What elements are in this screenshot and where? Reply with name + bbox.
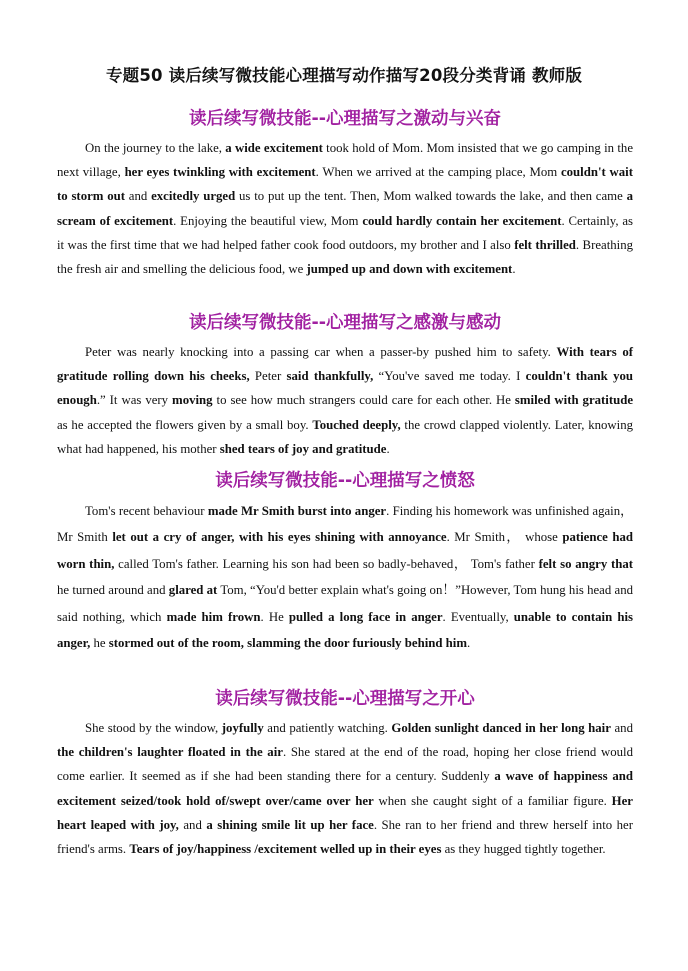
key-phrase: felt so angry that xyxy=(538,556,634,571)
text-run: .” It was very xyxy=(96,393,173,408)
text-run: called Tom's father. Learning his son had been so badly-behaved， Tom's father xyxy=(114,556,539,571)
text-run: . Breathing the fresh air and smelling the delicious food, we xyxy=(57,237,633,277)
section-heading: 读后续写微技能--心理描写之激动与兴奋 xyxy=(188,109,502,129)
text-run: She stood by the window, xyxy=(85,721,222,735)
key-phrase: jumped up and down with excitement xyxy=(306,262,513,277)
key-phrase: smiled with gratitude xyxy=(514,393,634,408)
text-run: . xyxy=(512,262,516,277)
section-paragraph xyxy=(57,136,633,281)
text-run: he turned around and xyxy=(57,583,169,598)
text-run: “You've saved me today. I xyxy=(373,369,526,384)
key-phrase: made Mr Smith burst into anger xyxy=(207,504,387,518)
key-phrase: unable to contain his anger, xyxy=(57,609,633,651)
key-phrase: Golden sunlight danced in her long hair xyxy=(391,721,611,735)
key-phrase: a wide excitement xyxy=(225,141,323,155)
text-run: us to put up the tent. Then, Mom walked towards the lake, and then came xyxy=(235,189,627,204)
key-phrase: stormed out of the room, slamming the door furiously behind him xyxy=(108,636,468,651)
key-phrase: a wave of happiness and excitement seized/took hold of/swept over/came over her xyxy=(57,769,633,808)
text-run: took hold of Mom. Mom insisted that we go camping in the next village, xyxy=(57,141,633,180)
text-run: . Eventually, xyxy=(442,609,514,624)
section-paragraph xyxy=(57,340,633,461)
key-phrase: shed tears of joy and gratitude xyxy=(219,441,387,456)
key-phrase: couldn't wait to storm out xyxy=(57,165,633,204)
text-run: . xyxy=(386,441,390,456)
text-run: as they hugged tightly together. xyxy=(441,842,606,857)
text-run: . She stared at the end of the road, hoping her close friend would come earlier. It seemed as if she had been standing there for a century. Suddenly xyxy=(57,745,633,784)
text-run: and patiently watching. xyxy=(263,721,392,735)
text-run: and xyxy=(178,817,207,832)
text-run: . He xyxy=(260,609,289,624)
section-anger xyxy=(57,466,633,656)
key-phrase: felt thrilled xyxy=(514,237,576,252)
text-run: when she caught sight of a familiar figure. xyxy=(373,793,612,808)
key-phrase: could hardly contain her excitement xyxy=(362,213,562,228)
key-phrase: glared at xyxy=(168,583,218,598)
text-run: . xyxy=(467,636,471,651)
key-phrase: joyfully xyxy=(221,721,264,735)
text-run: . Certainly, as it was the first time that we had helped father cook food outdoors, my brother and I also xyxy=(57,213,633,252)
key-phrase: With tears of gratitude rolling down his cheeks, xyxy=(57,345,633,384)
section-excitement xyxy=(57,104,633,281)
text-run: . Enjoying the beautiful view, Mom xyxy=(173,213,363,228)
text-run: Peter was nearly knocking into a passing car when a passer-by pushed him to safety. xyxy=(85,345,557,359)
key-phrase: excitedly urged xyxy=(151,189,236,204)
text-run: he xyxy=(90,636,109,651)
section-gratitude xyxy=(57,308,633,461)
key-phrase: the children's laughter floated in the air xyxy=(57,745,283,760)
text-run: as he accepted the flowers given by a small boy. xyxy=(57,417,313,432)
section-heading: 读后续写微技能--心理描写之愤怒 xyxy=(215,471,475,491)
key-phrase: said thankfully, xyxy=(286,369,374,384)
text-run: . Mr Smith， whose xyxy=(446,530,563,545)
key-phrase: patience had worn thin, xyxy=(57,530,634,571)
key-phrase: a scream of excitement xyxy=(57,189,633,228)
text-run: to see how much strangers could care for each other. He xyxy=(212,393,515,408)
text-run: . Finding his homework was unfinished again， Mr Smith xyxy=(57,504,633,545)
key-phrase: couldn't thank you enough xyxy=(57,369,633,408)
text-run: and xyxy=(610,721,633,735)
key-phrase: Tears of joy/happiness /excitement welled up in their eyes xyxy=(129,842,442,857)
key-phrase: made him frown xyxy=(166,609,261,624)
text-run: and xyxy=(125,189,152,204)
document-title: 专题50 读后续写微技能心理描写动作描写20段分类背诵 教师版 xyxy=(105,66,583,85)
key-phrase: let out a cry of anger, with his eyes shining with annoyance xyxy=(112,530,447,545)
text-run: . She ran to her friend and threw herself into her friend's arms. xyxy=(57,817,633,857)
key-phrase: her eyes twinkling with excitement xyxy=(124,165,316,180)
key-phrase: Her heart leaped with joy, xyxy=(57,793,633,832)
section-paragraph xyxy=(57,716,633,861)
section-heading: 读后续写微技能--心理描写之感激与感动 xyxy=(188,313,502,333)
key-phrase: moving xyxy=(172,393,213,408)
text-run: the crowd clapped violently. Later, knowing what had happened, his mother xyxy=(57,417,633,456)
key-phrase: a shining smile lit up her face xyxy=(206,817,374,832)
section-heading: 读后续写微技能--心理描写之开心 xyxy=(215,689,475,709)
key-phrase: pulled a long face in anger xyxy=(288,609,443,624)
text-run: . When we arrived at the camping place, Mom xyxy=(315,165,561,180)
key-phrase: Touched deeply, xyxy=(312,417,401,432)
section-happiness xyxy=(57,684,633,861)
text-run: On the journey to the lake, xyxy=(85,141,226,155)
text-run: Tom's recent behaviour xyxy=(85,504,208,518)
section-paragraph xyxy=(57,498,633,656)
text-run: Peter xyxy=(249,369,287,384)
text-run: Tom, “You'd better explain what's going on！”However, Tom hung his head and said nothing, which xyxy=(57,583,633,624)
